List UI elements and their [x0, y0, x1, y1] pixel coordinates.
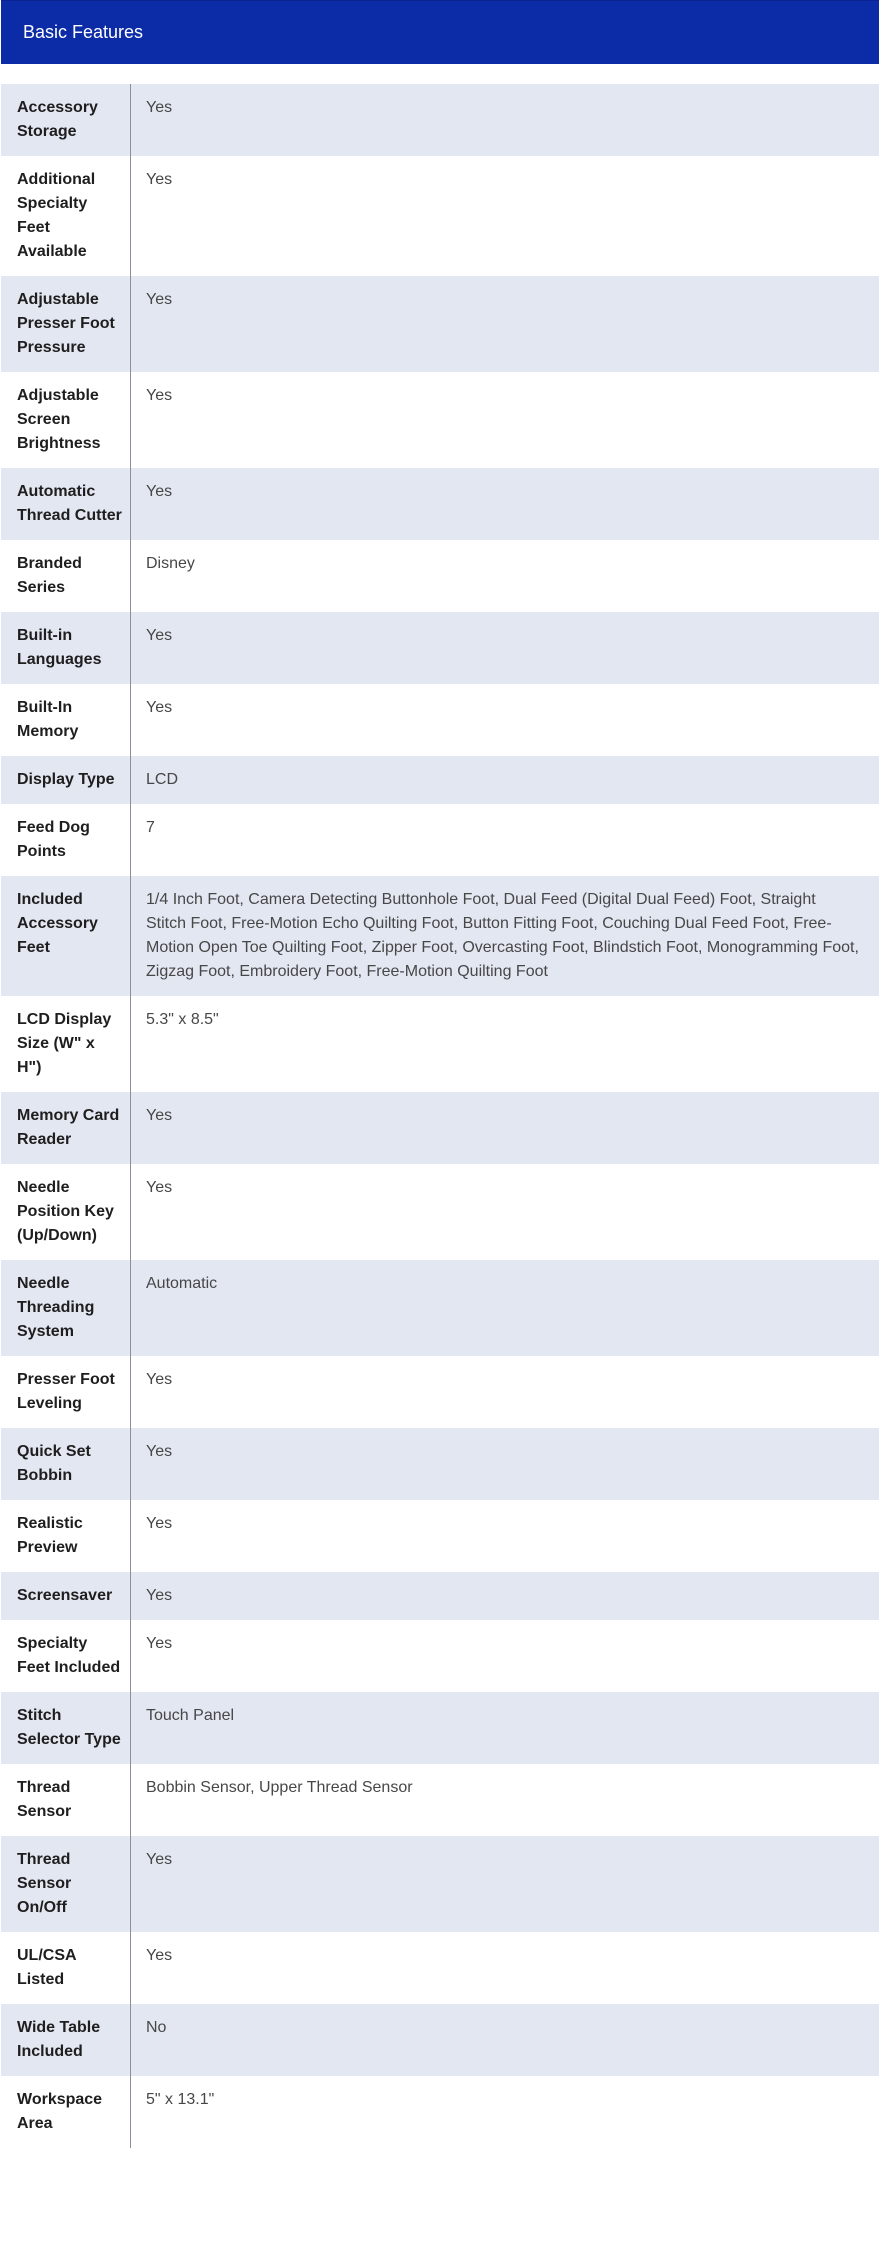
section-title: Basic Features [23, 22, 144, 42]
row-value: Touch Panel [146, 1707, 235, 1724]
row-label: Specialty Feet Included [1, 1620, 131, 1692]
table-row [1, 1092, 879, 1164]
row-value: 1/4 Inch Foot, Camera Detecting Buttonhole Foot, Dual Feed (Digital Dual Feed) Foot, Straight Stitch Foot, Free-Motion Echo Quilting Foot, Button Fitting Foot, Couching Dual Feed Foot, Free-Motion Open Toe Quilting Foot, Zipper Foot, Overcasting Foot, Blindstich Foot, Monogramming Foot, Zigzag Foot, Embroidery Foot, Free-Motion Quilting Foot [146, 891, 859, 980]
row-value: Yes [146, 1443, 173, 1460]
table-row [1, 612, 879, 684]
row-label: Accessory Storage [1, 84, 131, 156]
row-label: Branded Series [1, 540, 131, 612]
row-label: Workspace Area [1, 2076, 131, 2148]
row-label: Realistic Preview [1, 1500, 131, 1572]
table-row [1, 540, 879, 612]
table-row [1, 372, 879, 468]
row-value: Yes [146, 171, 173, 188]
row-value: No [146, 2019, 167, 2036]
row-label: UL/CSA Listed [1, 1932, 131, 2004]
row-label: LCD Display Size (W" x H") [1, 996, 131, 1092]
row-label: Quick Set Bobbin [1, 1428, 131, 1500]
row-value: Yes [146, 291, 173, 308]
row-label: Display Type [1, 756, 131, 804]
table-row [1, 1164, 879, 1260]
row-value: Yes [146, 387, 173, 404]
table-row [1, 1620, 879, 1692]
row-value: 5" x 13.1" [146, 2091, 215, 2108]
table-row [1, 156, 879, 276]
table-row [1, 1764, 879, 1836]
table-row [1, 468, 879, 540]
row-label: Automatic Thread Cutter [1, 468, 131, 540]
row-value: Yes [146, 1371, 173, 1388]
row-value: LCD [146, 771, 179, 788]
row-label: Screensaver [1, 1572, 131, 1620]
row-value: Yes [146, 1947, 173, 1964]
row-value: Bobbin Sensor, Upper Thread Sensor [146, 1779, 413, 1796]
row-label: Memory Card Reader [1, 1092, 131, 1164]
row-label: Included Accessory Feet [1, 876, 131, 996]
row-value: Yes [146, 1587, 173, 1604]
row-value: Disney [146, 555, 195, 572]
table-row [1, 276, 879, 372]
row-label: Built-in Languages [1, 612, 131, 684]
table-row [1, 2076, 879, 2148]
row-value: Yes [146, 1179, 173, 1196]
row-label: Thread Sensor [1, 1764, 131, 1836]
table-row [1, 1692, 879, 1764]
table-row [1, 1260, 879, 1356]
row-label: Thread Sensor On/Off [1, 1836, 131, 1932]
row-value: Yes [146, 99, 173, 116]
row-value: Yes [146, 1107, 173, 1124]
row-label: Additional Specialty Feet Available [1, 156, 131, 276]
table-row [1, 1500, 879, 1572]
row-value: Yes [146, 1635, 173, 1652]
row-value: Yes [146, 699, 173, 716]
row-value: Yes [146, 1515, 173, 1532]
table-row [1, 1356, 879, 1428]
section-header[interactable] [1, 0, 879, 64]
table-row [1, 1836, 879, 1932]
row-label: Built-In Memory [1, 684, 131, 756]
row-value: 7 [146, 819, 155, 836]
table-row [1, 996, 879, 1092]
row-value: 5.3" x 8.5" [146, 1011, 219, 1028]
row-value: Yes [146, 627, 173, 644]
table-row [1, 1572, 879, 1620]
row-value: Yes [146, 483, 173, 500]
row-label: Needle Position Key (Up/Down) [1, 1164, 131, 1260]
table-row [1, 84, 879, 156]
table-row [1, 2004, 879, 2076]
table-row [1, 876, 879, 996]
table-row [1, 684, 879, 756]
row-label: Adjustable Presser Foot Pressure [1, 276, 131, 372]
row-label: Feed Dog Points [1, 804, 131, 876]
table-row [1, 1428, 879, 1500]
row-label: Wide Table Included [1, 2004, 131, 2076]
row-label: Needle Threading System [1, 1260, 131, 1356]
row-label: Presser Foot Leveling [1, 1356, 131, 1428]
table-row [1, 756, 879, 804]
table-row [1, 804, 879, 876]
features-table [1, 84, 879, 2148]
row-value: Automatic [146, 1275, 218, 1292]
row-label: Adjustable Screen Brightness [1, 372, 131, 468]
row-value: Yes [146, 1851, 173, 1868]
row-label: Stitch Selector Type [1, 1692, 131, 1764]
table-row [1, 1932, 879, 2004]
